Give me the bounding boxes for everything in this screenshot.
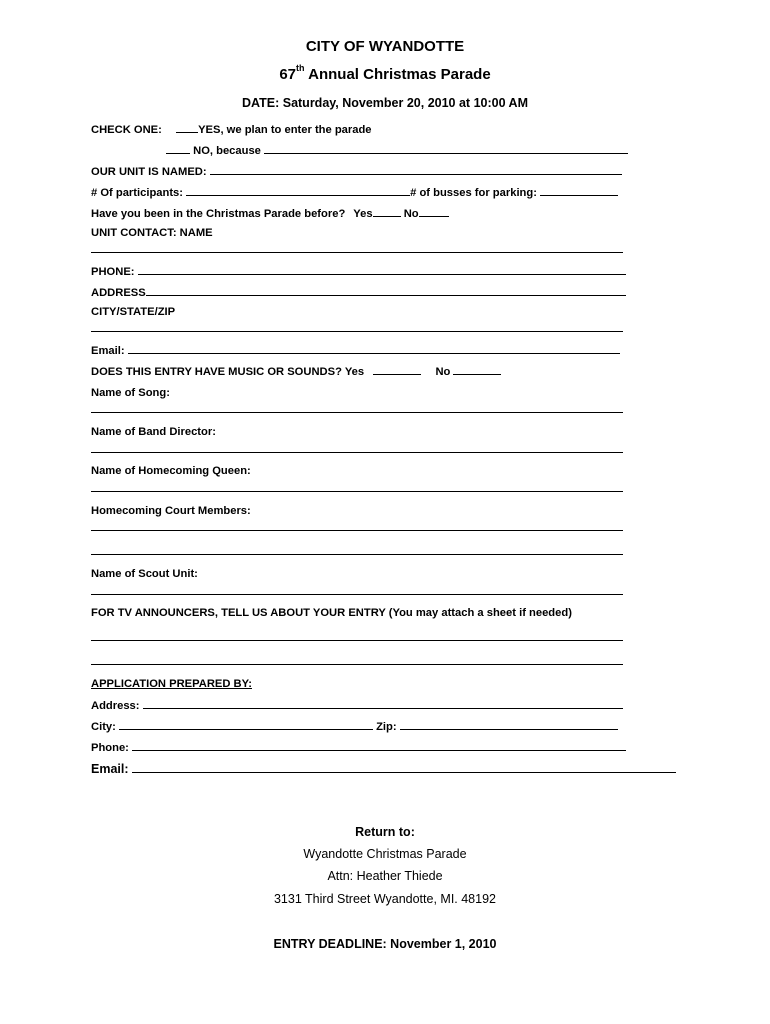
city-heading: CITY OF WYANDOTTE [305, 38, 465, 55]
song-label: Name of Song: [91, 387, 170, 399]
phone-label: PHONE: [91, 266, 135, 278]
prep-address-field[interactable] [143, 697, 623, 709]
return-org: Wyandotte Christmas Parade [303, 847, 467, 861]
yes-option-label: YES, we plan to enter the parade [198, 124, 372, 136]
no-because-row [166, 142, 628, 158]
unit-contact-name-line[interactable] [91, 252, 623, 253]
unit-name-label: OUR UNIT IS NAMED: [91, 166, 207, 178]
been-before-no-field[interactable] [419, 205, 449, 217]
homecoming-queen-line[interactable] [91, 491, 623, 492]
unit-name-field[interactable] [210, 163, 622, 175]
entry-deadline: ENTRY DEADLINE: November 1, 2010 [273, 937, 497, 951]
prep-email-row [91, 761, 676, 776]
email-field[interactable] [128, 342, 620, 354]
address-field[interactable] [146, 284, 626, 296]
return-street: 3131 Third Street Wyandotte, MI. 48192 [273, 892, 496, 906]
city-state-zip-label: CITY/STATE/ZIP [91, 306, 176, 318]
unit-name-row [91, 163, 622, 179]
tv-announcers-line-2[interactable] [91, 664, 623, 665]
yes-check-blank[interactable] [176, 121, 198, 133]
band-director-label: Name of Band Director: [91, 426, 216, 438]
tv-announcers-label: FOR TV ANNOUNCERS, TELL US ABOUT YOUR ENTRY (You may attach a sheet if needed) [91, 607, 572, 619]
prep-city-row [91, 718, 618, 734]
parade-ordinal: 67 [279, 66, 296, 83]
prep-phone-field[interactable] [132, 739, 626, 751]
prep-phone-label: Phone: [91, 742, 129, 754]
parade-ordinal-suffix: th [296, 63, 305, 73]
busses-field[interactable] [540, 184, 618, 196]
court-members-label: Homecoming Court Members: [91, 505, 251, 517]
band-director-line[interactable] [91, 452, 623, 453]
phone-row [91, 263, 626, 279]
prep-email-field[interactable] [132, 761, 676, 773]
prep-zip-label: Zip: [376, 721, 397, 733]
homecoming-queen-label: Name of Homecoming Queen: [91, 465, 251, 477]
prepared-by-heading: APPLICATION PREPARED BY: [91, 678, 252, 690]
prep-zip-field[interactable] [400, 718, 618, 730]
been-before-label: Have you been in the Christmas Parade before? [91, 208, 346, 220]
prep-phone-row [91, 739, 626, 755]
scout-unit-label: Name of Scout Unit: [91, 568, 198, 580]
tv-announcers-line-1[interactable] [91, 640, 623, 641]
prep-address-label: Address: [91, 700, 140, 712]
no-because-field[interactable] [264, 142, 628, 154]
participants-row [91, 184, 618, 200]
participants-label: # Of participants: [91, 187, 184, 199]
been-before-yes-field[interactable] [373, 205, 401, 217]
address-label: ADDRESS [91, 287, 146, 299]
prep-city-field[interactable] [119, 718, 373, 730]
return-attn: Attn: Heather Thiede [327, 869, 443, 883]
been-before-yes-label: Yes [353, 208, 373, 220]
parade-title [0, 63, 770, 83]
court-members-line-2[interactable] [91, 554, 623, 555]
busses-label: # of busses for parking: [410, 187, 537, 199]
prep-address-row [91, 697, 623, 713]
parade-title-text: Annual Christmas Parade [308, 66, 491, 83]
prep-city-label: City: [91, 721, 116, 733]
unit-contact-label: UNIT CONTACT: NAME [91, 227, 213, 239]
check-one-label: CHECK ONE: [91, 124, 162, 136]
return-to-label: Return to: [355, 825, 415, 839]
song-line[interactable] [91, 412, 623, 413]
music-question: DOES THIS ENTRY HAVE MUSIC OR SOUNDS? Yes [91, 366, 365, 378]
been-before-no-label: No [403, 208, 419, 220]
no-check-blank[interactable] [166, 142, 190, 154]
city-state-zip-line[interactable] [91, 331, 623, 332]
music-no-label: No [435, 366, 451, 378]
court-members-line-1[interactable] [91, 530, 623, 531]
music-no-field[interactable] [453, 363, 501, 375]
phone-field[interactable] [138, 263, 626, 275]
music-row [91, 363, 501, 379]
email-label: Email: [91, 345, 125, 357]
address-row [91, 284, 626, 300]
music-yes-field[interactable] [373, 363, 421, 375]
no-option-label: NO, because [193, 145, 261, 157]
email-row [91, 342, 620, 358]
prep-email-label: Email: [91, 762, 129, 776]
scout-unit-line[interactable] [91, 594, 623, 595]
check-one-row [91, 121, 372, 137]
parade-date: DATE: Saturday, November 20, 2010 at 10:00 AM [242, 96, 528, 110]
been-before-row [91, 205, 449, 221]
participants-field[interactable] [186, 184, 410, 196]
